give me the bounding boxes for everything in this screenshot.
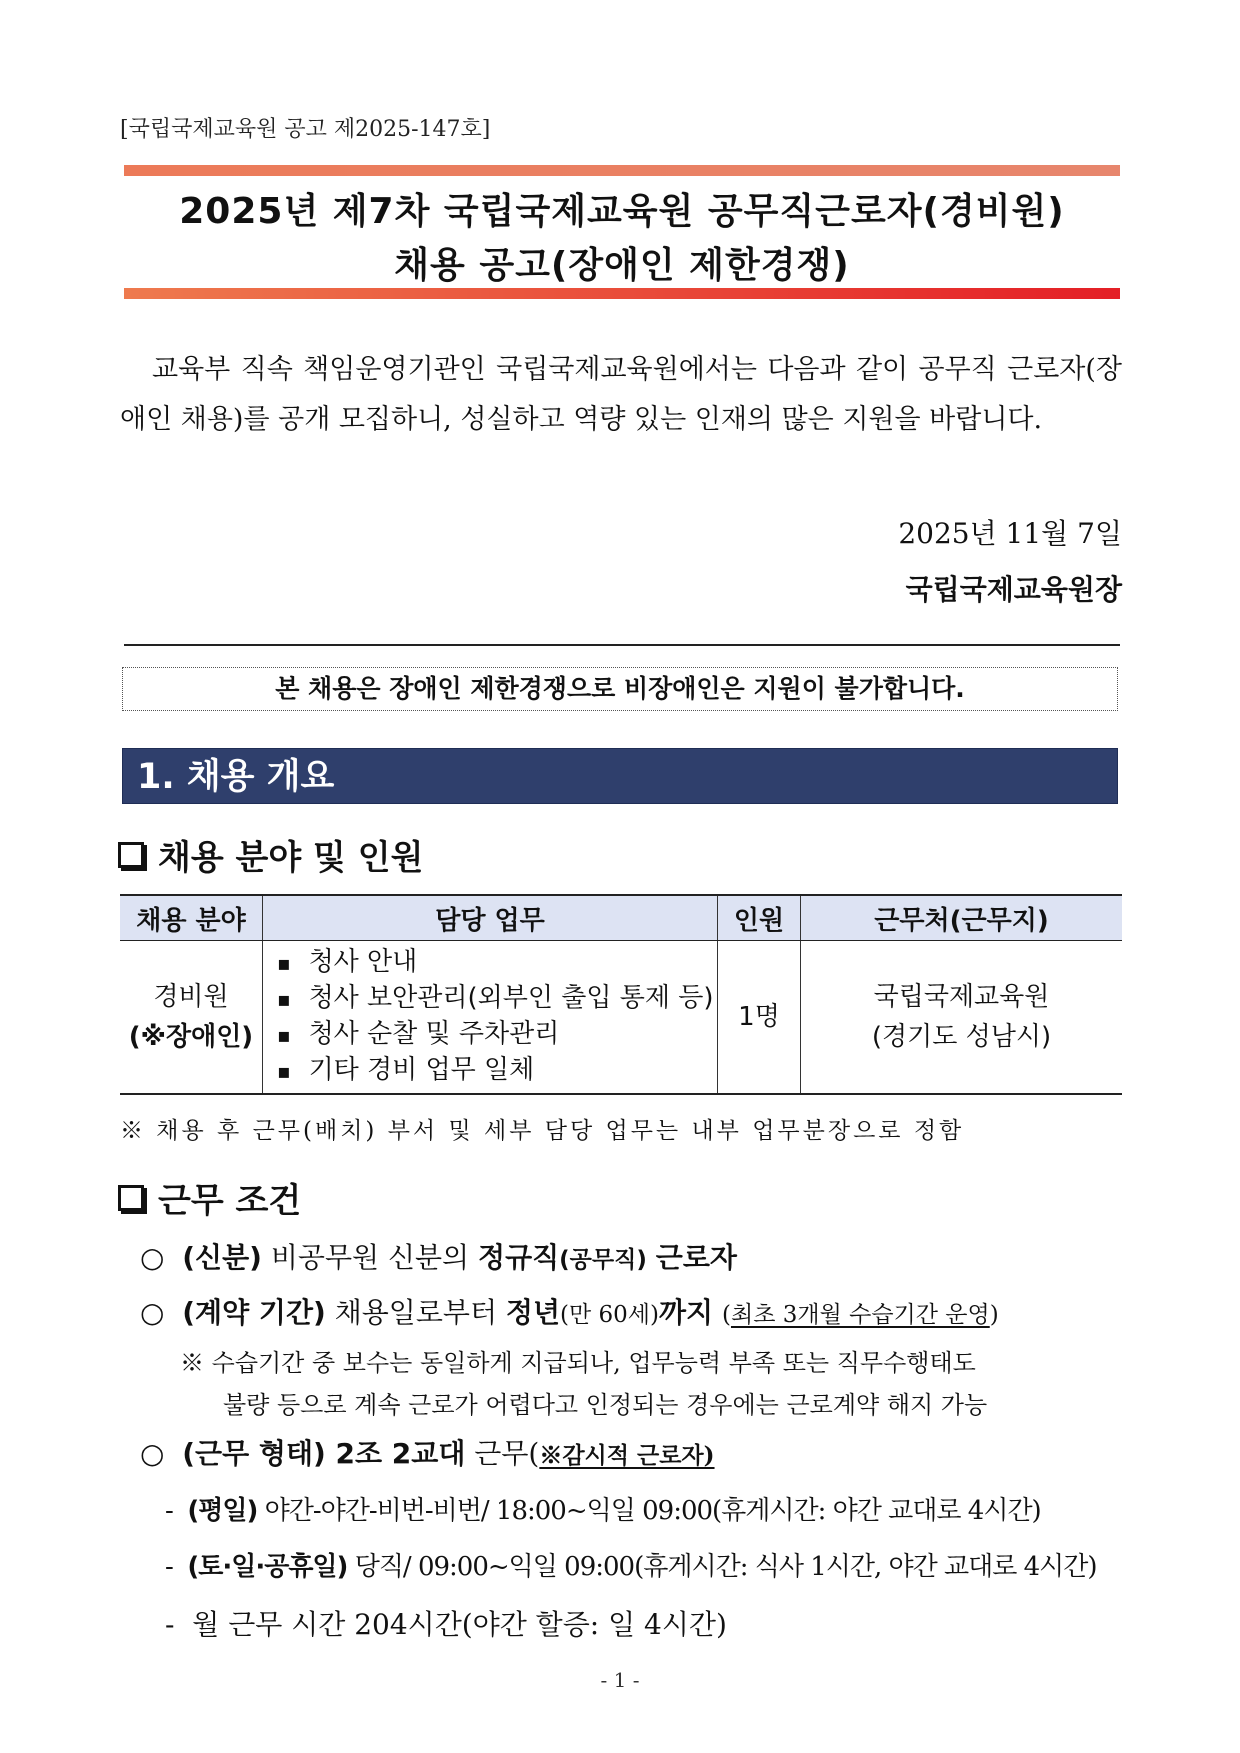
period-paren: (: [722, 1302, 731, 1328]
field-cell: [120, 941, 263, 1095]
status-text: 비공무원 신분의: [270, 1241, 470, 1274]
checkbox-square-icon: [118, 1185, 144, 1211]
page-title-line1: 2025년 제7차 국립국제교육원 공무직근로자(경비원): [179, 191, 1065, 232]
status-bold: 정규직: [478, 1241, 560, 1274]
bullet-circle-icon: ○: [140, 1296, 174, 1329]
condition-period: [140, 1291, 999, 1331]
weekend-schedule: [165, 1546, 1097, 1583]
work-type-underline: ※감시적 근로자): [539, 1442, 715, 1469]
announcement-reference: [국립국제교육원 공고 제2025-147호]: [120, 117, 491, 142]
dash-bullet: -: [165, 1552, 181, 1582]
page-number: - 1 -: [600, 1668, 640, 1692]
subsection-title: 채용 분야 및 인원: [158, 838, 424, 878]
status-small: (공무직): [559, 1247, 647, 1273]
probation-note: [180, 1342, 1120, 1426]
count-cell: 1명: [718, 941, 801, 1095]
subsection-conditions: [118, 1173, 301, 1222]
place-cell: [801, 941, 1123, 1095]
table-header-count: 인원: [718, 895, 801, 941]
title-top-bar: [124, 165, 1120, 176]
period-small: (만 60세): [560, 1302, 659, 1328]
duty-item: ▪ 청사 보안관리(외부인 출입 통제 등): [277, 981, 716, 1017]
page-title-line2: 채용 공고(장애인 제한경쟁): [394, 245, 850, 286]
bullet-circle-icon: ○: [140, 1437, 174, 1470]
period-bold: 까지: [658, 1296, 714, 1329]
field-note: (※장애인): [128, 1022, 254, 1052]
subsection-recruitment: [118, 830, 423, 879]
recruitment-table: [120, 894, 1122, 1095]
subsection-title: 근무 조건: [158, 1181, 302, 1221]
dash-bullet: -: [165, 1608, 184, 1641]
dash-bullet: -: [165, 1496, 181, 1526]
duty-item: ▪ 청사 순찰 및 주차관리: [277, 1017, 716, 1053]
table-footnote: ※ 채용 후 근무(배치) 부서 및 세부 담당 업무는 내부 업무분장으로 정함: [120, 1118, 965, 1144]
place-name: 국립국제교육원: [873, 982, 1050, 1012]
period-underline: 최초 3개월 수습기간 운영: [730, 1302, 990, 1328]
intro-text: 교육부 직속 책임운영기관인 국립국제교육원에서는 다음과 같이 공무직 근로자(장애인 채용)를 공개 모집하니, 성실하고 역량 있는 인재의 많은 지원을 바랍니다.: [120, 354, 1122, 435]
weekend-label: (토·일·공휴일): [187, 1552, 348, 1582]
weekday-schedule: [165, 1490, 1041, 1527]
probation-line: 불량 등으로 계속 근로가 어렵다고 인정되는 경우에는 근로계약 해지 가능: [223, 1391, 988, 1419]
status-bold: 근로자: [655, 1241, 737, 1274]
work-type-label: (근무 형태) 2조 2교대: [182, 1437, 466, 1470]
period-label: (계약 기간): [182, 1296, 326, 1329]
work-type-text: 근무(: [474, 1437, 540, 1470]
intro-paragraph: [120, 345, 1122, 445]
duties-cell: [263, 941, 718, 1095]
table-header-duties: 담당 업무: [263, 895, 718, 941]
announcement-date: 2025년 11월 7일: [898, 517, 1122, 550]
period-bold: 정년: [505, 1296, 561, 1329]
period-paren: ): [989, 1302, 999, 1328]
weekday-label: (평일): [187, 1496, 258, 1526]
probation-line: ※ 수습기간 중 보수는 동일하게 지급되나, 업무능력 부족 또는 직무수행태도: [180, 1349, 976, 1377]
period-text: 채용일로부터: [334, 1296, 497, 1329]
monthly-hours: [165, 1603, 727, 1643]
condition-work-type: [140, 1432, 715, 1472]
hours-text: 월 근무 시간 204시간(야간 할증: 일 4시간): [192, 1608, 727, 1641]
signature: 국립국제교육원장: [905, 573, 1122, 606]
divider: [124, 644, 1120, 646]
restriction-notice: 본 채용은 장애인 제한경쟁으로 비장애인은 지원이 불가합니다.: [122, 667, 1118, 711]
condition-status: [140, 1236, 737, 1276]
status-label: (신분): [182, 1241, 262, 1274]
weekend-text: 당직/ 09:00~익일 09:00(휴게시간: 식사 1시간, 야간 교대로 4시간): [354, 1552, 1097, 1582]
section-heading: 1. 채용 개요: [122, 748, 1118, 804]
table-header-field: 채용 분야: [120, 895, 263, 941]
weekday-text: 야간-야간-비번-비번/ 18:00~익일 09:00(휴게시간: 야간 교대로 4시간): [264, 1496, 1041, 1526]
table-row: [120, 941, 1122, 1095]
table-header-place: 근무처(근무지): [801, 895, 1123, 941]
duty-item: ▪ 청사 안내: [277, 945, 716, 981]
duty-item: ▪ 기타 경비 업무 일체: [277, 1053, 716, 1089]
field-name: 경비원: [153, 982, 229, 1012]
bullet-circle-icon: ○: [140, 1241, 174, 1274]
checkbox-square-icon: [118, 842, 144, 868]
place-note: (경기도 성남시): [871, 1022, 1052, 1052]
title-bottom-bar: [124, 288, 1120, 299]
